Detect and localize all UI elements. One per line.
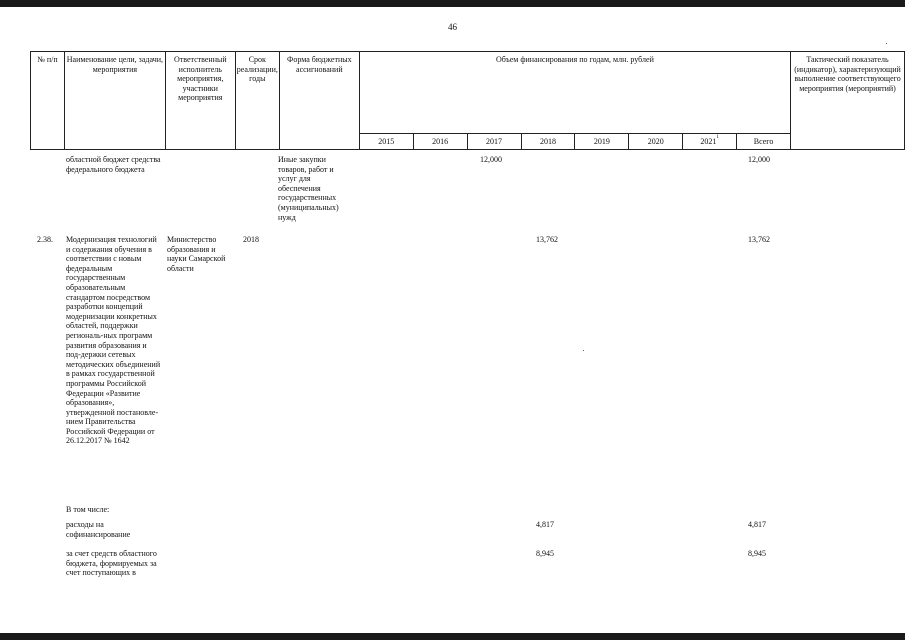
row-regional-2017: 12,000 (480, 155, 502, 164)
row-regional-funds-name: за счет средств областного бюджета, формируемых за счет поступающих в (66, 549, 157, 578)
footnote-marker: 1 (716, 134, 719, 140)
row-regional-form: Иные закупки товаров, работ и услуг для обеспечения государственных (муниципальных) нужд (278, 155, 339, 222)
scan-speck (583, 350, 584, 351)
header-responsible: Ответственный исполнитель мероприятия, участники мероприятия (165, 52, 235, 150)
row-238-num: 2.38. (37, 235, 53, 244)
row-regional-funds-total: 8,945 (748, 549, 766, 558)
bottom-border-bar (0, 633, 905, 640)
header-year-2015: 2015 (359, 134, 413, 150)
header-year-2020: 2020 (629, 134, 683, 150)
row-cofin-total: 4,817 (748, 520, 766, 529)
row-238-responsible: Министерство образования и науки Самарской области (167, 235, 226, 273)
header-volume: Объем финансирования по годам, млн. рублей (359, 52, 790, 134)
header-num: № п/п (31, 52, 65, 150)
header-term: Срок реализации, годы (235, 52, 279, 150)
including-label: В том числе: (66, 505, 110, 514)
row-regional-funds-2018: 8,945 (536, 549, 554, 558)
header-form: Форма бюджетных ассигнований (279, 52, 359, 150)
header-year-2018: 2018 (521, 134, 575, 150)
row-cofin-name: расходы на софинансирование (66, 520, 131, 539)
row-regional-name: областной бюджет средства федерального бюджета (66, 155, 161, 174)
header-total: Всего (737, 134, 791, 150)
table-header (30, 51, 905, 150)
header-year-2019: 2019 (575, 134, 629, 150)
scan-speck (886, 43, 887, 44)
top-border-bar (0, 0, 905, 7)
row-238-total: 13,762 (748, 235, 770, 244)
row-238-name: Модернизация технологий и содержания обучения в соответствии с новым федеральным государственным образовательным стандартом посредством разработки концепций модернизации конкретных областей, поддержки региональ-ных программ развития образования и под-держки сетевых методических объединений в рамках государственной программы Российской Федерации «Развитие образования», утвержденной постановле-нием Правительства Российской Федерации от 26.12.2017 № 1642 (66, 235, 161, 446)
row-238-2018: 13,762 (536, 235, 558, 244)
header-year-2017: 2017 (467, 134, 521, 150)
header-year-2021-label: 2021 (700, 136, 717, 146)
header-year-2021 (683, 134, 737, 150)
header-name: Наименование цели, задачи, мероприятия (64, 52, 165, 150)
row-cofin-2018: 4,817 (536, 520, 554, 529)
header-year-2016: 2016 (413, 134, 467, 150)
row-regional-total: 12,000 (748, 155, 770, 164)
page-number: 46 (448, 22, 457, 32)
row-238-term: 2018 (243, 235, 259, 244)
header-indicator: Тактический показатель (индикатор), характеризующий выполнение соответствующего мероприятия (мероприятий) (791, 52, 905, 150)
